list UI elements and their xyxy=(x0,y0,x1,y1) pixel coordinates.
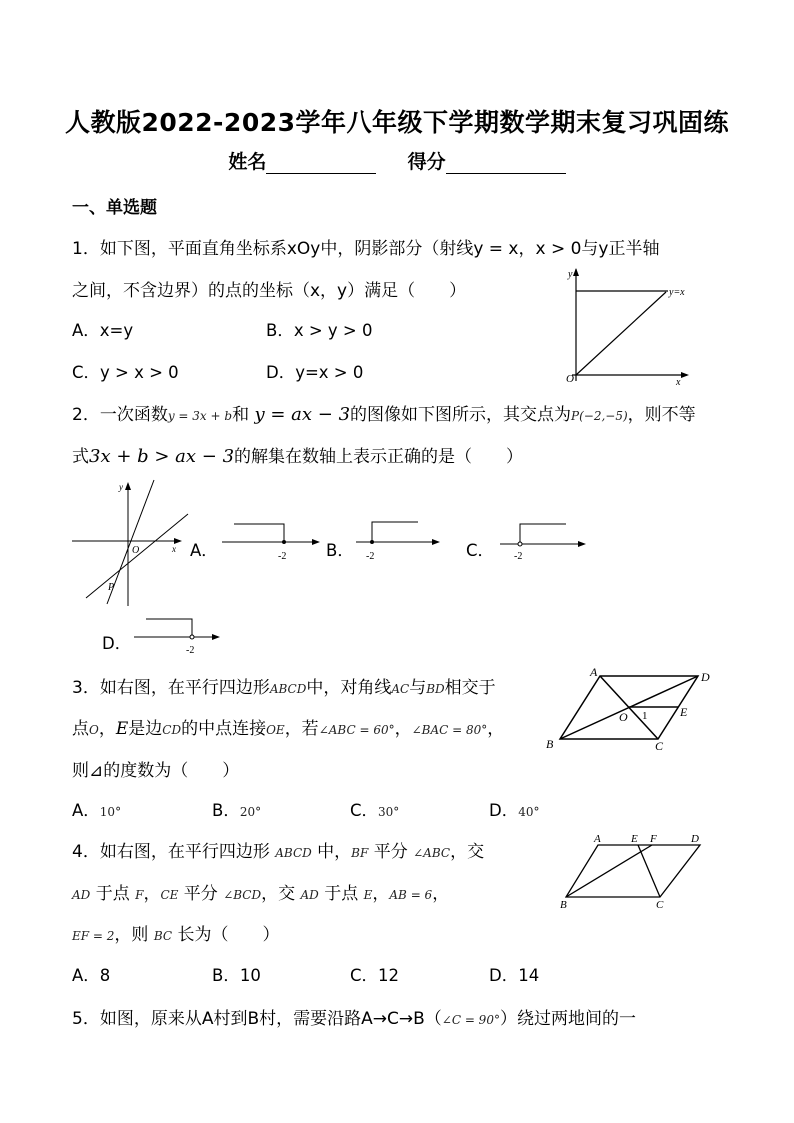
q4-text-e: 于点 xyxy=(95,884,130,904)
q4-ce: CE xyxy=(160,888,179,902)
q3-line3: 则⊿的度数为（ ） xyxy=(72,761,240,781)
q3-c-letter: C． xyxy=(350,801,379,820)
q2-line2 xyxy=(72,442,523,467)
name-blank xyxy=(266,153,376,174)
q3-b-letter: B． xyxy=(212,801,240,820)
q4-fig-c: C xyxy=(656,899,664,911)
q1-option-a: A．x=y xyxy=(72,321,134,340)
q4-option-a: A．8 xyxy=(72,966,111,985)
q4-line1 xyxy=(72,837,484,862)
q4-figure xyxy=(556,828,712,916)
q1-option-b: B．x > y > 0 xyxy=(266,321,373,340)
q1-option-d: D．y=x > 0 xyxy=(266,363,364,382)
q3-abcd: ABCD xyxy=(269,682,307,696)
q4-angle-bcd: ∠BCD xyxy=(223,888,262,902)
q4-text-f: ， xyxy=(143,884,161,904)
q4-f: F xyxy=(135,888,144,902)
q2-function-2: y = ax − 3 xyxy=(254,404,351,425)
q3-a-letter: A． xyxy=(72,801,100,820)
q2-text-c: 的图像如下图所示，其交点为 xyxy=(350,405,572,425)
q4-ad: AD xyxy=(72,888,91,902)
q2-option-a: A． xyxy=(190,541,218,560)
q3-text-e: 点 xyxy=(72,719,89,739)
q2-graph-y: y xyxy=(119,482,123,492)
q3-d-letter: D． xyxy=(489,801,519,820)
q3-text-j: ， xyxy=(394,719,412,739)
q4-angle-abc: ∠ABC xyxy=(413,846,451,860)
q5-angle-c: ∠C = 90° xyxy=(441,1013,500,1027)
q2-graph-origin: O xyxy=(132,545,140,556)
q3-line1 xyxy=(72,673,496,698)
q4-text-g: 平分 xyxy=(183,884,218,904)
q3-fig-angle-1: 1 xyxy=(642,710,648,722)
q3-text-a: 3．如右图，在平行四边形 xyxy=(72,678,270,698)
q2-text-b: 和 xyxy=(232,405,250,425)
q4-abcd: ABCD xyxy=(275,846,312,860)
q3-text-g: 是边 xyxy=(128,719,163,739)
q4-text-b: 中， xyxy=(317,842,352,862)
q3-oe: OE xyxy=(266,723,285,737)
q4-text-a: 4．如右图，在平行四边形 xyxy=(72,842,270,862)
q4-text-d: ，交 xyxy=(450,842,485,862)
q5-text-b: ）绕过两地间的一 xyxy=(499,1009,636,1029)
q3-d-value: 40° xyxy=(518,805,540,819)
q4-ab: AB = 6 xyxy=(389,888,433,902)
q3-text-b: 中，对角线 xyxy=(306,678,392,698)
q3-option-d xyxy=(489,797,540,821)
q3-bd: BD xyxy=(426,682,445,696)
q3-option-c xyxy=(350,797,399,821)
q4-fig-e: E xyxy=(631,833,638,845)
q2-line1 xyxy=(72,400,696,425)
q2-function-1: y = 3x + b xyxy=(167,409,233,423)
q4-option-c: C．12 xyxy=(350,966,400,985)
q2-text-f: 的解集在数轴上表示正确的是（ ） xyxy=(234,447,524,467)
q2-graph xyxy=(70,478,190,608)
q2-text-a: 2．一次函数 xyxy=(72,405,168,425)
page-title: 人教版2022-2023学年八年级下学期数学期末复习巩固练 xyxy=(64,108,730,137)
q1-fig-x-label: x xyxy=(676,377,681,387)
q3-angle-abc: ∠ABC = 60° xyxy=(318,723,395,737)
q1-option-c: C．y > x > 0 xyxy=(72,363,179,382)
name-label: 姓名 xyxy=(228,151,267,173)
q3-fig-a: A xyxy=(590,665,598,679)
q1-line1: 1．如下图，平面直角坐标系xOy中，阴影部分（射线y = x，x > 0与y正半轴 xyxy=(72,239,660,259)
q4-line2 xyxy=(72,879,449,904)
q3-option-a xyxy=(72,797,121,821)
q3-figure xyxy=(540,664,720,756)
q2-graph-x: x xyxy=(172,544,176,554)
q2-option-b: B． xyxy=(326,541,354,560)
q2-option-d: D． xyxy=(102,634,132,653)
q5-text-a: 5．如图，原来从A村到B村，需要沿路A→C→B（ xyxy=(72,1009,442,1029)
q3-line2 xyxy=(72,714,504,739)
q3-c-value: 30° xyxy=(378,805,400,819)
q4-bc: BC xyxy=(153,929,173,943)
q3-fig-c: C xyxy=(655,739,664,753)
q1-figure xyxy=(562,265,692,387)
q3-text-f: ， xyxy=(98,719,116,739)
q2-a-tick: -2 xyxy=(278,551,287,562)
q3-option-b xyxy=(212,797,261,821)
q2-d-tick: -2 xyxy=(186,645,195,656)
q5-line1 xyxy=(72,1004,636,1029)
q4-option-b: B．10 xyxy=(212,966,261,985)
q4-line3 xyxy=(72,920,279,945)
section-heading: 一、单选题 xyxy=(72,198,157,218)
q4-fig-b: B xyxy=(560,899,567,911)
q4-fig-d: D xyxy=(691,833,699,845)
q4-bf: BF xyxy=(351,846,369,860)
q3-fig-d: D xyxy=(701,670,710,684)
q2-inequality: 3x + b > ax − 3 xyxy=(89,446,235,467)
q2-option-d-numberline xyxy=(134,613,224,659)
q3-e: E xyxy=(115,719,129,739)
q4-fig-f: F xyxy=(650,833,657,845)
q4-text-k: ， xyxy=(432,884,450,904)
q3-text-k: ， xyxy=(487,719,505,739)
q2-option-a-numberline xyxy=(222,518,322,564)
q2-option-c: C． xyxy=(466,541,495,560)
q3-fig-o: O xyxy=(619,710,628,724)
q3-text-c: 与 xyxy=(409,678,427,698)
q4-ef: EF = 2 xyxy=(72,929,115,943)
q4-text-m: 长为（ ） xyxy=(177,925,280,945)
q2-point: P(−2,−5) xyxy=(571,409,628,423)
q4-text-h: ，交 xyxy=(261,884,296,904)
q3-ac: AC xyxy=(391,682,410,696)
q1-line2: 之间，不含边界）的点的坐标（x，y）满足（ ） xyxy=(72,281,467,301)
q3-text-h: 的中点连接 xyxy=(181,719,267,739)
q4-text-c: 平分 xyxy=(373,842,408,862)
q4-ad-2: AD xyxy=(300,888,319,902)
q4-text-j: ， xyxy=(372,884,390,904)
q2-c-tick: -2 xyxy=(514,551,523,562)
score-blank xyxy=(446,153,566,174)
q3-o: O xyxy=(89,723,99,737)
q3-text-d: 相交于 xyxy=(444,678,496,698)
q3-fig-e: E xyxy=(680,705,688,719)
q1-fig-line-label: y=x xyxy=(669,287,685,298)
q2-text-e: 式 xyxy=(72,447,89,467)
q4-e: E xyxy=(363,888,373,902)
name-score-row xyxy=(0,147,794,174)
q4-fig-a: A xyxy=(594,833,601,845)
q3-angle-bac: ∠BAC = 80° xyxy=(411,723,488,737)
q2-b-tick: -2 xyxy=(366,551,375,562)
q1-fig-origin: O xyxy=(566,373,574,385)
q3-b-value: 20° xyxy=(239,805,262,819)
q3-text-i: ，若 xyxy=(284,719,319,739)
q3-fig-b: B xyxy=(546,737,554,751)
q3-cd: CD xyxy=(162,723,182,737)
q2-option-c-numberline xyxy=(500,518,590,564)
q2-option-b-numberline xyxy=(356,518,442,564)
q4-text-i: 于点 xyxy=(324,884,359,904)
q2-graph-p: P xyxy=(108,582,115,593)
score-label: 得分 xyxy=(407,151,446,173)
q1-fig-y-label: y xyxy=(568,269,573,280)
q3-a-value: 10° xyxy=(99,805,122,819)
q2-text-d: ，则不等 xyxy=(627,405,696,425)
q4-text-l: ，则 xyxy=(114,925,149,945)
q4-option-d: D．14 xyxy=(489,966,540,985)
